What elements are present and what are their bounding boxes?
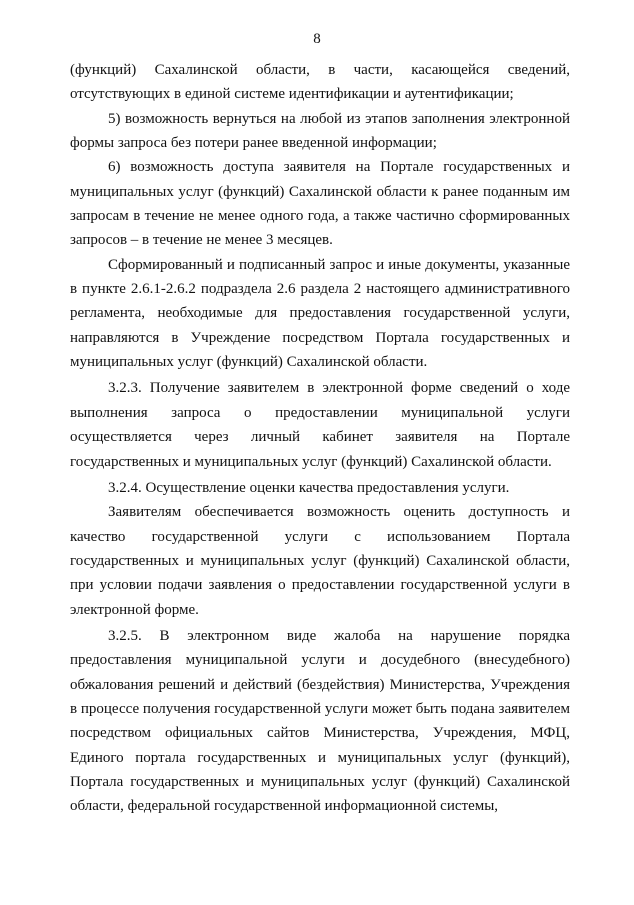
paragraph-item-6: 6) возможность доступа заявителя на Портале государственных и муниципальных услуг (функций) Сахалинской области к ранее поданным им запросам в течение не менее одного года, а также частично сформированных запросов – в течение не менее 3 месяцев. <box>70 159 570 249</box>
paragraph-quality-assessment: Заявителям обеспечивается возможность оценить доступность и качество государственной услуги с использованием Портала государственных и муниципальных услуг (функций) Сахалинской области, при условии подачи заявления о предоставлении государственной услуги в электронной форме. <box>70 504 570 618</box>
paragraph-3-2-5: 3.2.5. В электронном виде жалоба на нарушение порядка предоставления муниципальной услуги и досудебного (внесудебного) обжалования решений и действий (бездействия) Министерства, Учреждения в процессе получения государственной услуги может быть подана заявителем посредством официальных сайтов Министерства, Учреждения, МФЦ, Единого портала государственных и муниципальных услуг (функций), Портала государственных и муниципальных услуг (функций) Сахалинской области, федеральной государственной информационной системы, <box>70 627 570 815</box>
paragraph-item-5: 5) возможность вернуться на любой из этапов заполнения электронной формы запроса без потери ранее введенной информации; <box>70 110 570 152</box>
paragraph-continuation: (функций) Сахалинской области, в части, касающейся сведений, отсутствующих в единой системе идентификации и аутентификации; <box>70 62 570 103</box>
paragraph-3-2-4: 3.2.4. Осуществление оценки качества предоставления услуги. <box>108 479 510 496</box>
paragraph-3-2-3: 3.2.3. Получение заявителем в электронной форме сведений о ходе выполнения запроса о предоставлении муниципальной услуги осуществляется через личный кабинет заявителя на Портале государственных и муниципальных услуг (функций) Сахалинской области. <box>70 380 570 470</box>
paragraph-formed-request: Сформированный и подписанный запрос и иные документы, указанные в пункте 2.6.1-2.6.2 подраздела 2.6 раздела 2 настоящего административного регламента, необходимые для предоставления государственной услуги, направляются в Учреждение посредством Портала государственных и муниципальных услуг (функций) Сахалинской области. <box>70 256 570 371</box>
document-body <box>70 58 570 819</box>
page-number: 8 <box>313 31 321 47</box>
